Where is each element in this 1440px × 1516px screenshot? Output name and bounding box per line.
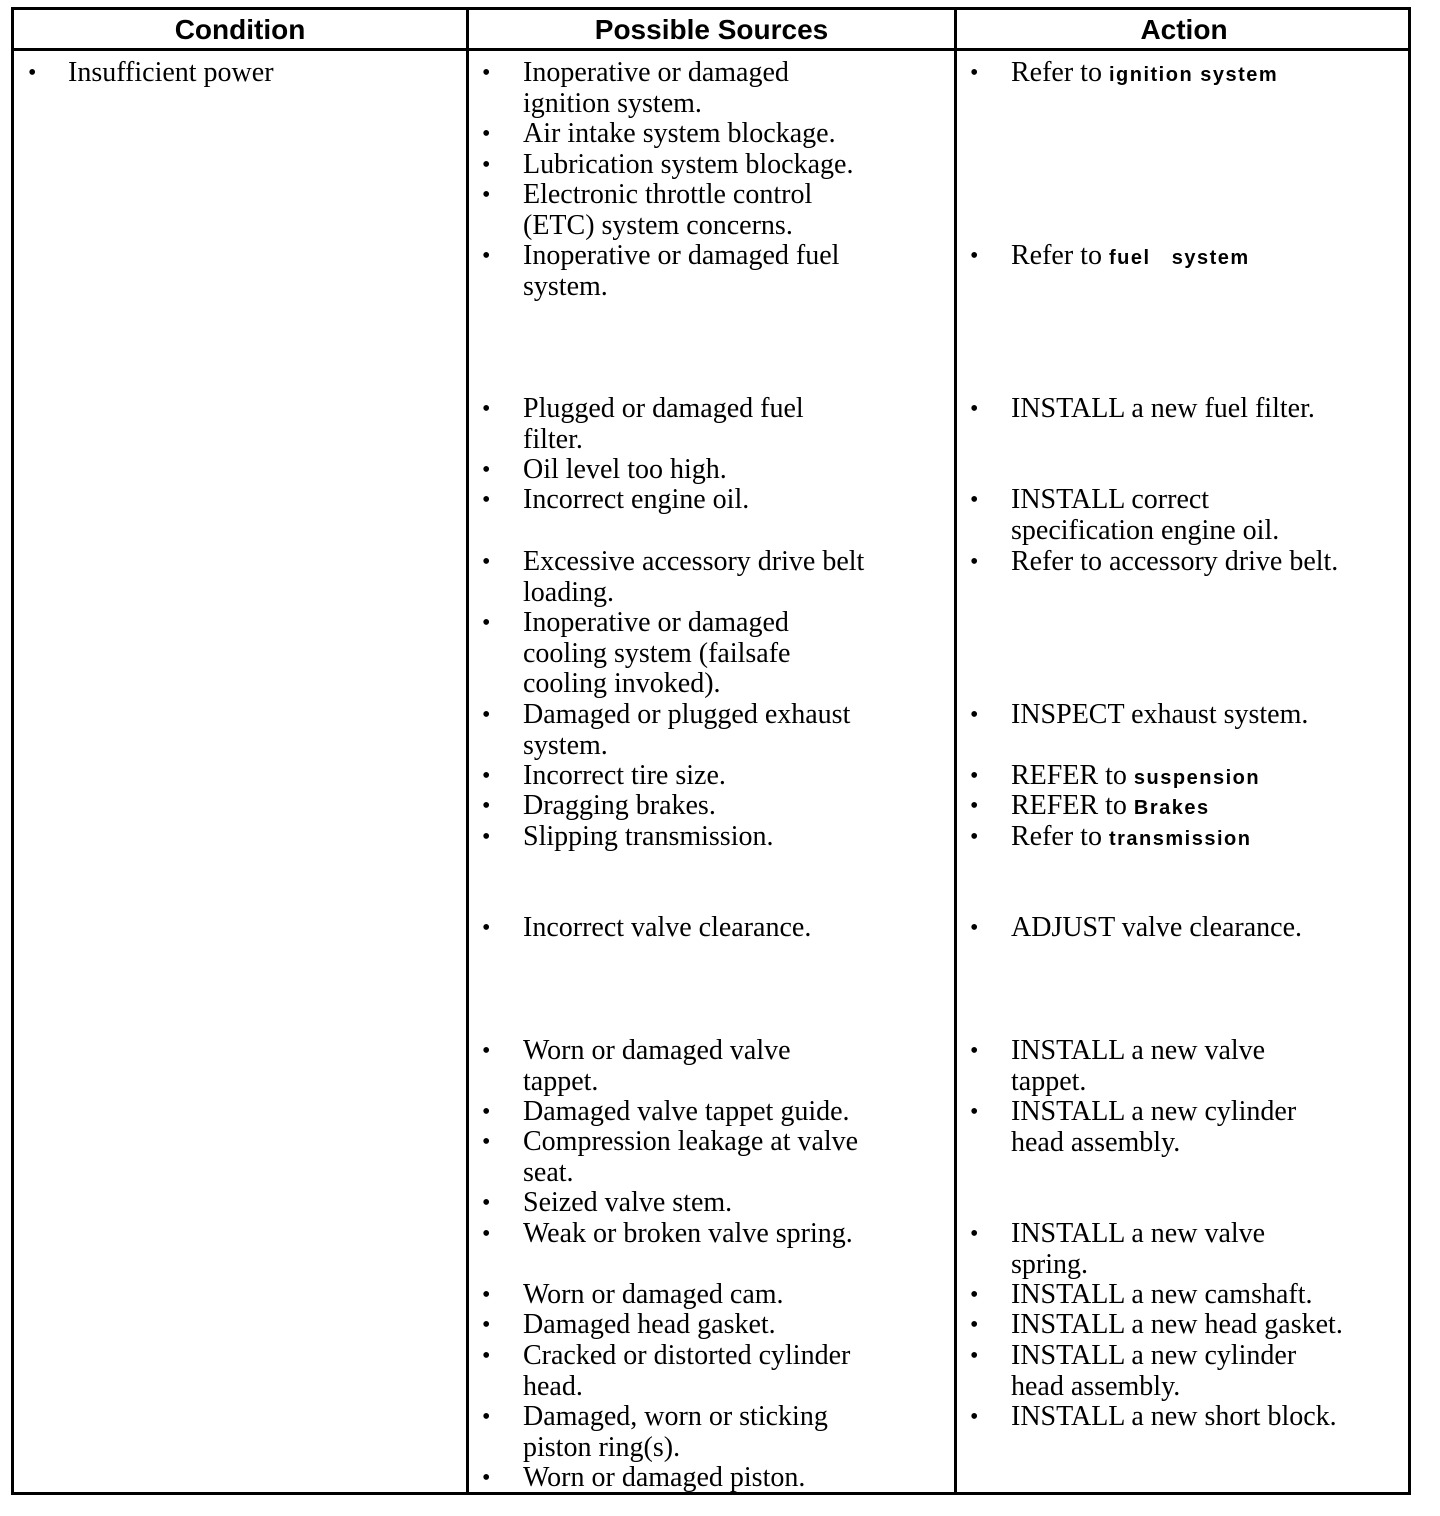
bullet: • <box>482 1282 491 1308</box>
bullet: • <box>482 915 491 941</box>
bullet: • <box>970 763 979 789</box>
action-line: INSTALL a new valve <box>1011 1035 1266 1066</box>
diagnosis-table <box>11 7 1411 1495</box>
action-line: INSPECT exhaust system. <box>1011 699 1309 730</box>
bullet: • <box>970 60 979 86</box>
bullet: • <box>482 702 491 728</box>
bullet: • <box>482 457 491 483</box>
bullet: • <box>970 1099 979 1125</box>
action-line: REFER to Brakes <box>1011 790 1210 821</box>
header-condition: Condition <box>174 14 306 45</box>
source-line: Incorrect tire size. <box>523 760 726 791</box>
source-line: Weak or broken valve spring. <box>523 1218 853 1249</box>
bullet: • <box>970 793 979 819</box>
bullet: • <box>482 1038 491 1064</box>
reference-label: transmission <box>1108 828 1252 850</box>
source-line: Inoperative or damaged <box>523 607 789 638</box>
source-line: ignition system. <box>523 87 702 119</box>
action-line: head assembly. <box>1011 1370 1181 1402</box>
bullet: • <box>482 793 491 819</box>
source-line: Excessive accessory drive belt <box>523 546 865 577</box>
bullet: • <box>482 243 491 269</box>
source-line: Damaged head gasket. <box>523 1309 776 1340</box>
bullet: • <box>970 702 979 728</box>
source-line: filter. <box>523 423 583 455</box>
source-line: Dragging brakes. <box>523 790 716 821</box>
source-line: Worn or damaged piston. <box>523 1462 806 1493</box>
action-line: INSTALL a new fuel filter. <box>1011 393 1315 424</box>
condition-text: Insufficient power <box>68 57 274 88</box>
action-line: Refer to fuel system <box>1011 240 1250 271</box>
action-line: INSTALL a new head gasket. <box>1011 1309 1343 1340</box>
source-line: Seized valve stem. <box>523 1187 733 1218</box>
source-line: Damaged or plugged exhaust <box>523 699 851 730</box>
bullet: • <box>28 60 37 86</box>
bullet: • <box>482 60 491 86</box>
bullet: • <box>970 549 979 575</box>
action-line: REFER to suspension <box>1011 760 1261 791</box>
action-line: INSTALL a new cylinder <box>1011 1340 1297 1371</box>
bullet: • <box>482 610 491 636</box>
source-line: Cracked or distorted cylinder <box>523 1340 851 1371</box>
source-line: Slipping transmission. <box>523 821 774 852</box>
action-line: INSTALL correct <box>1011 484 1210 515</box>
source-line: Damaged, worn or sticking <box>523 1401 828 1432</box>
bullet: • <box>482 1129 491 1155</box>
source-line: system. <box>523 270 608 302</box>
bullet: • <box>970 396 979 422</box>
action-line: INSTALL a new camshaft. <box>1011 1279 1313 1310</box>
source-line: Inoperative or damaged fuel <box>523 240 840 271</box>
reference-label: suspension <box>1133 767 1261 789</box>
source-line: Lubrication system blockage. <box>523 149 854 180</box>
action-line: INSTALL a new short block. <box>1011 1401 1337 1432</box>
bullet: • <box>482 1190 491 1216</box>
header-divider <box>14 48 1408 51</box>
bullet: • <box>482 763 491 789</box>
reference-label: ignition system <box>1108 64 1279 86</box>
bullet: • <box>970 243 979 269</box>
reference-label: Brakes <box>1133 797 1210 819</box>
bullet: • <box>970 1312 979 1338</box>
source-line: head. <box>523 1370 583 1402</box>
action-line: head assembly. <box>1011 1126 1181 1158</box>
source-line: Compression leakage at valve <box>523 1126 859 1157</box>
source-line: seat. <box>523 1156 574 1188</box>
bullet: • <box>970 487 979 513</box>
bullet: • <box>482 1312 491 1338</box>
bullet: • <box>482 549 491 575</box>
bullet: • <box>482 824 491 850</box>
source-line: Worn or damaged valve <box>523 1035 791 1066</box>
bullet: • <box>482 396 491 422</box>
bullet: • <box>970 1343 979 1369</box>
source-line: Worn or damaged cam. <box>523 1279 784 1310</box>
bullet: • <box>970 1038 979 1064</box>
bullet: • <box>970 824 979 850</box>
header-possible-sources: Possible Sources <box>594 14 829 45</box>
source-line: Inoperative or damaged <box>523 57 789 88</box>
action-line: Refer to ignition system <box>1011 57 1279 88</box>
source-line: cooling invoked). <box>523 668 721 699</box>
bullet: • <box>970 1221 979 1247</box>
bullet: • <box>970 1282 979 1308</box>
action-line: ADJUST valve clearance. <box>1011 912 1303 943</box>
action-line: tappet. <box>1011 1065 1087 1097</box>
source-line: Damaged valve tappet guide. <box>523 1096 850 1127</box>
source-line: cooling system (failsafe <box>523 637 791 669</box>
source-line: tappet. <box>523 1065 599 1097</box>
source-line: loading. <box>523 576 614 608</box>
action-line: INSTALL a new valve <box>1011 1218 1266 1249</box>
source-line: Air intake system blockage. <box>523 118 836 149</box>
action-line: spring. <box>1011 1248 1088 1280</box>
source-line: system. <box>523 729 608 761</box>
bullet: • <box>482 1465 491 1491</box>
action-line: Refer to accessory drive belt. <box>1011 546 1339 577</box>
header-action: Action <box>1140 14 1228 45</box>
bullet: • <box>970 1404 979 1430</box>
action-line: specification engine oil. <box>1011 514 1280 546</box>
bullet: • <box>970 915 979 941</box>
source-line: Oil level too high. <box>523 454 727 485</box>
column-divider-2 <box>954 10 957 1492</box>
bullet: • <box>482 1099 491 1125</box>
reference-label: fuel system <box>1108 247 1250 269</box>
bullet: • <box>482 487 491 513</box>
source-line: (ETC) system concerns. <box>523 209 793 241</box>
action-line: Refer to transmission <box>1011 821 1252 852</box>
bullet: • <box>482 152 491 178</box>
bullet: • <box>482 1221 491 1247</box>
action-line: INSTALL a new cylinder <box>1011 1096 1297 1127</box>
source-line: piston ring(s). <box>523 1431 681 1463</box>
column-divider-1 <box>466 10 469 1492</box>
source-line: Plugged or damaged fuel <box>523 393 804 424</box>
source-line: Incorrect valve clearance. <box>523 912 812 943</box>
bullet: • <box>482 182 491 208</box>
source-line: Incorrect engine oil. <box>523 484 750 515</box>
bullet: • <box>482 1404 491 1430</box>
bullet: • <box>482 121 491 147</box>
source-line: Electronic throttle control <box>523 179 813 210</box>
bullet: • <box>482 1343 491 1369</box>
